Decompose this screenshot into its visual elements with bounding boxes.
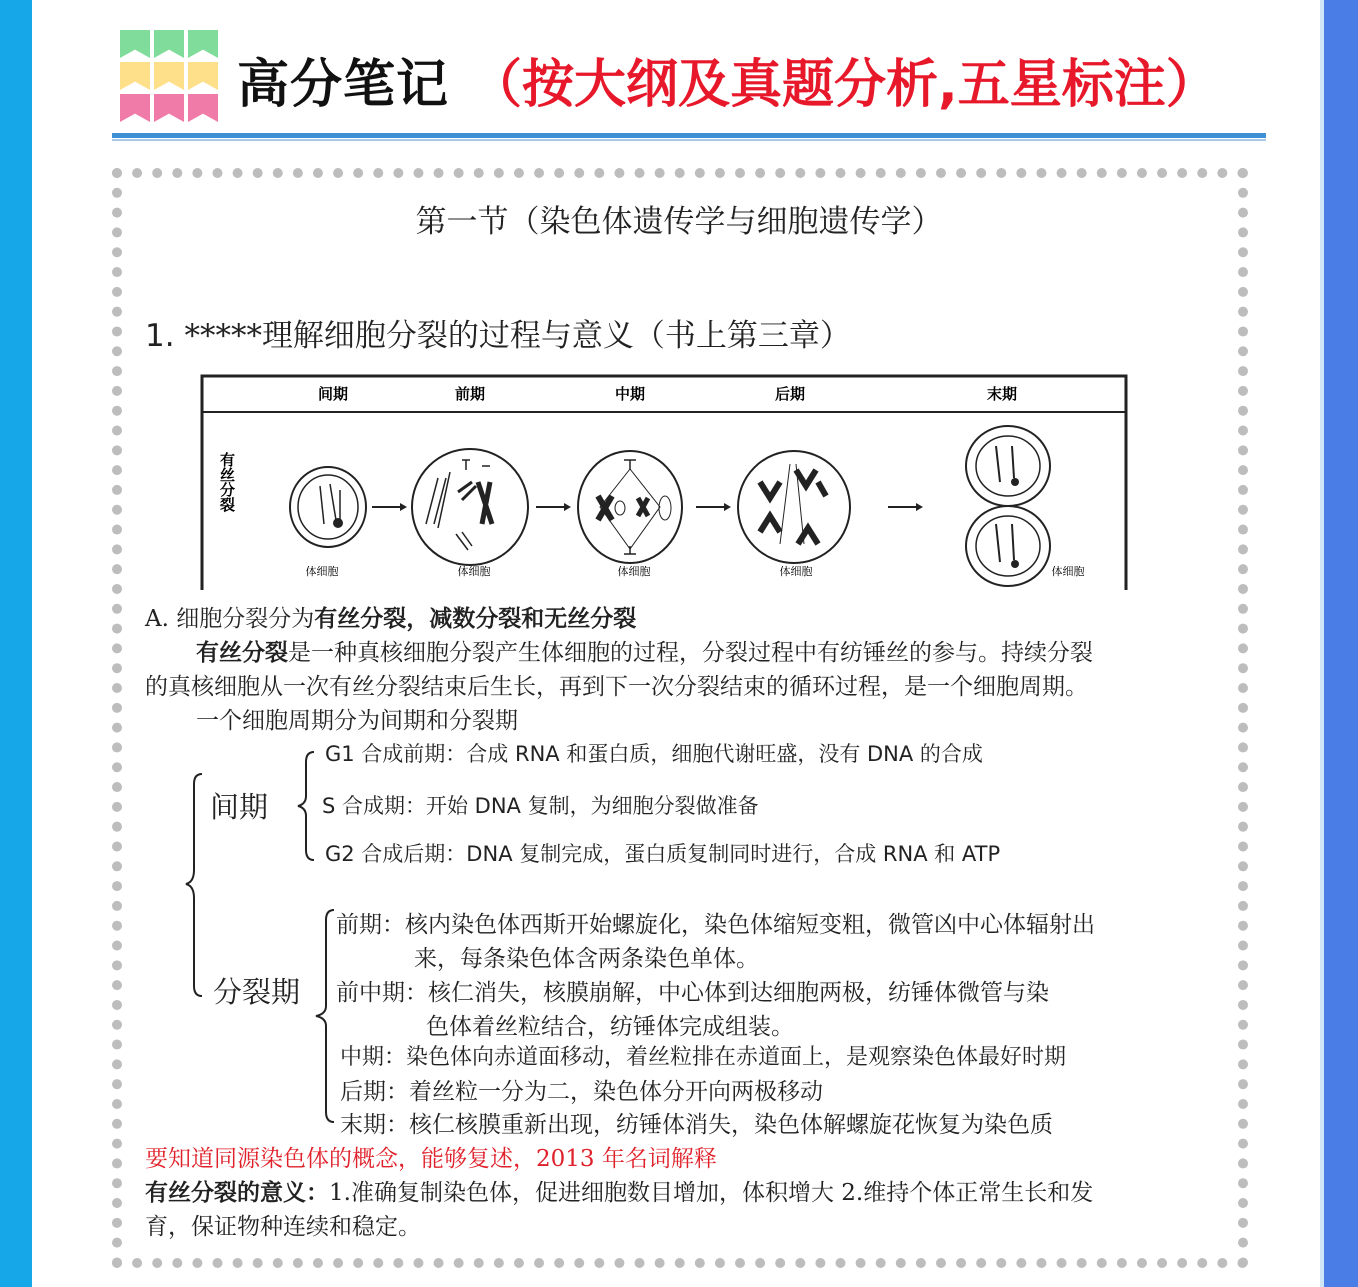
row-label: 有丝分裂 <box>218 452 236 512</box>
interphase-label: 间期 <box>210 790 269 824</box>
metaphase-cell <box>578 451 682 563</box>
prophase-line1: 前期：核内染色体西斯开始螺旋化，染色体缩短变粗，微管凶中心体辐射出 <box>336 912 1095 938</box>
division-brace <box>310 906 340 1126</box>
interphase-brace <box>292 748 318 864</box>
page-subtitle: （按大纲及真题分析,五星标注） <box>470 55 1218 115</box>
section-title: 第一节（染色体遗传学与细胞遗传学） <box>415 204 943 240</box>
diagram-frame <box>202 376 1126 590</box>
phase-label-interphase: 间期 <box>317 385 349 403</box>
cell-label-3: 体细胞 <box>617 565 651 578</box>
mitosis-definition-text: 是一种真核细胞分裂产生体细胞的过程，分裂过程中有纺锤丝的参与。持续分裂 <box>288 640 1093 666</box>
point-title <box>145 310 851 355</box>
phase-label-anaphase: 后期 <box>774 385 806 403</box>
mitosis-diagram <box>200 374 1128 590</box>
right-color-bar <box>1324 0 1358 1287</box>
cell-label-4: 体细胞 <box>779 565 813 578</box>
cell-label-2: 体细胞 <box>457 565 491 578</box>
metaphase-line: 中期：染色体向赤道面移动，着丝粒排在赤道面上，是观察染色体最好时期 <box>340 1045 1067 1070</box>
mitosis-meaning-line2: 育，保证物种连续和稳定。 <box>145 1214 421 1240</box>
g1-phase: G1 合成前期：合成 RNA 和蛋白质，细胞代谢旺盛，没有 DNA 的合成 <box>325 742 983 766</box>
phase-label-prophase: 前期 <box>454 385 486 403</box>
mitosis-definition-line2: 的真核细胞从一次有丝分裂结束后生长，再到下一次分裂结束的循环过程，是一个细胞周期。 <box>145 674 1088 700</box>
anaphase-cell <box>738 451 850 563</box>
telophase-cell <box>966 426 1050 586</box>
phase-label-telophase: 末期 <box>986 385 1018 403</box>
point-number: 1. <box>145 318 175 354</box>
prometaphase-line1: 前中期：核仁消失，核膜崩解，中心体到达细胞两极，纺锤体微管与染 <box>336 980 1049 1006</box>
cell-cycle-intro: 一个细胞周期分为间期和分裂期 <box>196 708 518 734</box>
page-title: 高分笔记 <box>237 55 450 115</box>
mitosis-meaning <box>145 1174 1093 1207</box>
anaphase-line: 后期：着丝粒一分为二，染色体分开向两极移动 <box>340 1079 823 1105</box>
phase-label-metaphase: 中期 <box>614 385 646 403</box>
point-text: *****理解细胞分裂的过程与意义（书上第三章） <box>184 318 851 354</box>
mitosis-term: 有丝分裂 <box>196 639 288 666</box>
meaning-text: 1.准确复制染色体，促进细胞数目增加，体积增大 2.维持个体正常生长和发 <box>329 1180 1094 1206</box>
header-divider-light <box>112 139 1266 141</box>
left-color-bar <box>0 0 32 1287</box>
flag-logo <box>120 30 218 126</box>
division-label: 分裂期 <box>213 975 301 1009</box>
prometaphase-line2: 色体着丝粒结合，纺锤体完成组装。 <box>426 1014 794 1040</box>
header-divider <box>112 133 1266 138</box>
telophase-line: 末期：核仁核膜重新出现，纺锤体消失，染色体解螺旋花恢复为染色质 <box>340 1112 1053 1138</box>
mitosis-definition <box>196 634 1093 667</box>
cell-label-5: 体细胞 <box>1051 565 1085 578</box>
g2-phase: G2 合成后期：DNA 复制完成，蛋白质复制同时进行，合成 RNA 和 ATP <box>325 842 1001 866</box>
s-phase: S 合成期：开始 DNA 复制，为细胞分裂做准备 <box>322 794 759 818</box>
prophase-cell <box>412 449 528 565</box>
point-a-bold: 有丝分裂，减数分裂和无丝分裂 <box>314 605 637 632</box>
cell-label-1: 体细胞 <box>305 565 339 578</box>
point-a <box>145 600 636 633</box>
prophase-line2: 来，每条染色体含两条染色单体。 <box>414 946 759 972</box>
interphase-cell <box>290 467 366 547</box>
outer-brace <box>180 770 210 1000</box>
exam-note: 要知道同源染色体的概念，能够复述，2013 年名词解释 <box>145 1146 717 1172</box>
meaning-term: 有丝分裂的意义： <box>145 1179 329 1206</box>
point-a-prefix: A. 细胞分裂分为 <box>145 606 315 632</box>
